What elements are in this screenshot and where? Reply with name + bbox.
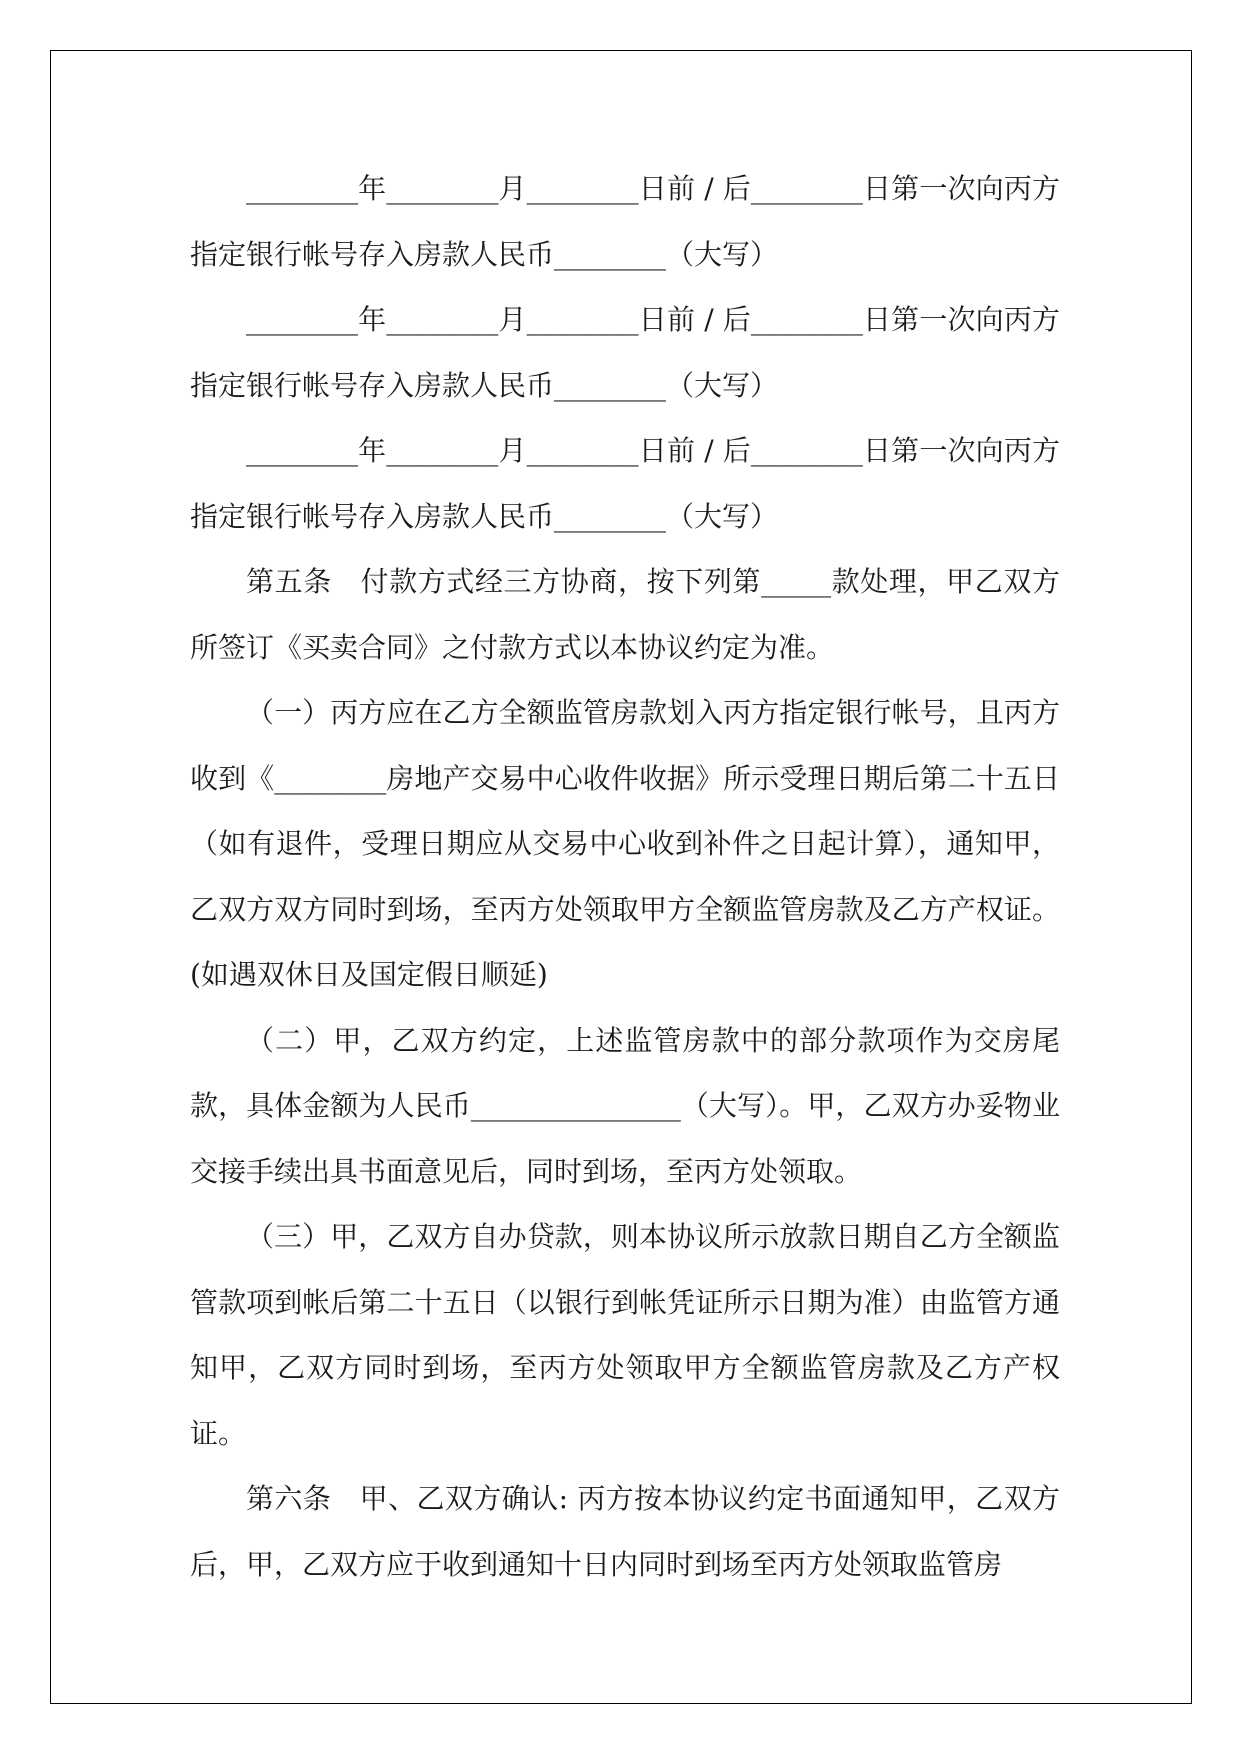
article-5-clause-3: （三）甲，乙双方自办贷款，则本协议所示放款日期自乙方全额监管款项到帐后第二十五日（以银行到帐凭证所示日期为准）由监管方通知甲，乙双方同时到场，至丙方处领取甲方全额监管房款及乙方产权证。 <box>190 1220 1060 1450</box>
article-5-clause-1: （一）丙方应在乙方全额监管房款划入丙方指定银行帐号，且丙方收到《________房地产交易中心收件收据》所示受理日期后第二十五日（如有退件，受理日期应从交易中心收到补件之日起计算），通知甲，乙双方双方同时到场，至丙方处领取甲方全额监管房款及乙方产权证。(如遇双休日及国定假日顺延) <box>190 696 1060 991</box>
article-5-clause-2: （二）甲，乙双方约定，上述监管房款中的部分款项作为交房尾款，具体金额为人民币_______________（大写）。甲，乙双方办妥物业交接手续出具书面意见后，同时到场，至丙方处领取。 <box>190 1023 1060 1188</box>
deposit-schedule-line-2: ________年________月________日前 / 后________日第一次向丙方指定银行帐号存入房款人民币________（大写） <box>190 303 1060 402</box>
document-body <box>190 156 1060 1597</box>
article-6-confirmation: 第六条 甲、乙双方确认: 丙方按本协议约定书面通知甲，乙双方后，甲，乙双方应于收到通知十日内同时到场至丙方处领取监管房 <box>190 1482 1060 1581</box>
deposit-schedule-line-1: ________年________月________日前 / 后________日第一次向丙方指定银行帐号存入房款人民币________（大写） <box>190 172 1060 271</box>
deposit-schedule-line-3: ________年________月________日前 / 后________日第一次向丙方指定银行帐号存入房款人民币________（大写） <box>190 434 1060 533</box>
article-5-payment-method: 第五条 付款方式经三方协商，按下列第_____款处理，甲乙双方所签订《买卖合同》之付款方式以本协议约定为准。 <box>190 565 1060 664</box>
